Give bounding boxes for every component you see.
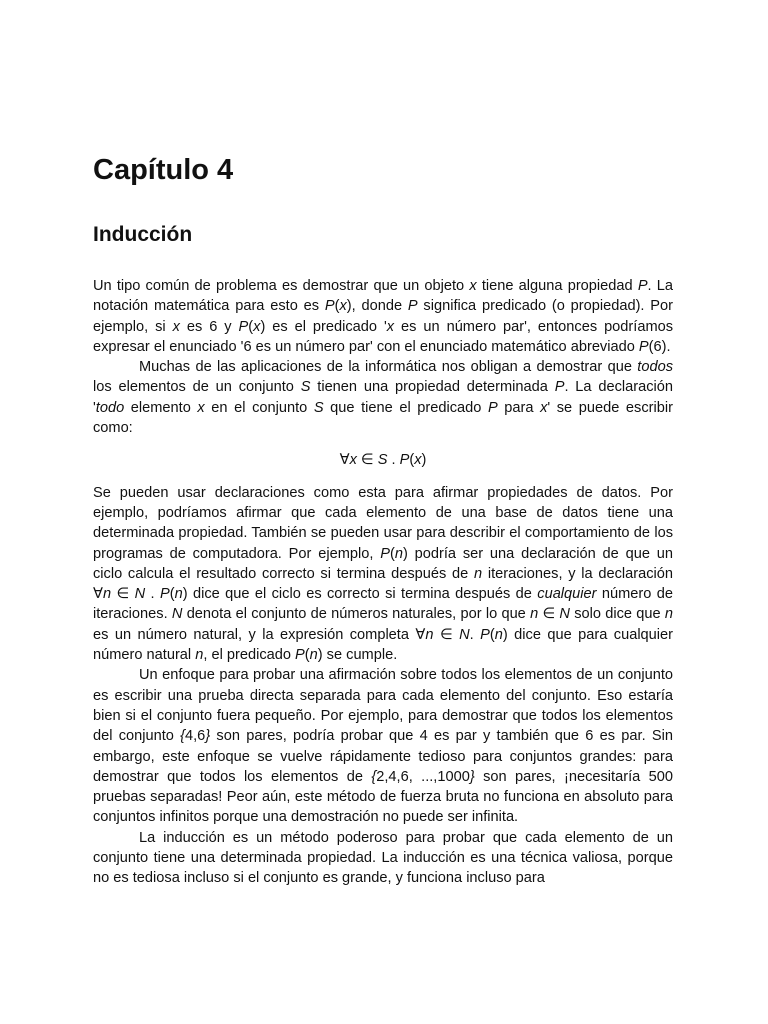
italic-text: {: [180, 728, 186, 745]
text-run: ) es el predicado ': [260, 318, 387, 335]
paragraph: [93, 276, 673, 357]
text-run: significa predicado (o propiedad). Por ejemplo, si: [93, 298, 673, 335]
italic-text: x: [469, 278, 477, 294]
italic-text: x: [197, 399, 205, 416]
italic-text: todo: [95, 399, 125, 416]
italic-text: x: [339, 298, 347, 315]
text-run: .: [469, 626, 481, 643]
text-run: ∈: [433, 626, 460, 643]
italic-text: P: [324, 298, 335, 315]
text-run: elemento: [124, 399, 198, 416]
text-run: , el predicado: [203, 647, 296, 664]
text-run: (: [389, 545, 395, 562]
text-run: Muchas de las aplicaciones de la informática nos obligan a demostrar que: [139, 359, 638, 376]
text-run: (: [409, 452, 415, 469]
section-title: Inducción: [93, 223, 193, 246]
text-run: 2,4,6, ...,1000: [376, 768, 470, 785]
text-run: ) dice que para cualquier número natural: [93, 626, 674, 664]
text-run: ' se puede escribir como:: [93, 399, 673, 437]
text-run: ∈: [111, 586, 135, 603]
text-run: .: [387, 452, 400, 469]
text-run: son pares, podría probar que 4 es par y también que 6 es par. Sin embargo, este enfoque se vuelve rápidamente tedioso para conjuntos grandes: para demostrar que todos los elementos de: [93, 728, 673, 785]
text-run: ∈: [538, 606, 560, 623]
italic-text: P: [487, 399, 498, 416]
text-run: para: [497, 399, 541, 416]
text-run: ) dice que el ciclo es correcto si termina después de: [182, 586, 538, 603]
italic-text: x: [253, 318, 261, 335]
text-run: Un tipo común de problema es demostrar que un objeto: [93, 278, 470, 294]
italic-text: P: [380, 545, 390, 562]
text-run: es un número par', entonces podríamos expresar el enunciado '6 es un número par' con el enunciado matemático abreviado: [93, 318, 674, 355]
italic-text: n: [664, 606, 674, 623]
text-run: (: [334, 298, 340, 315]
text-run: La inducción es un método poderoso para probar que cada elemento de un conjunto tiene una determinada propiedad. La inducción es una técnica valiosa, porque no es tediosa incluso si el conjunto es grande, y funciona incluso para: [93, 829, 673, 887]
text-run: .: [145, 586, 160, 603]
italic-text: n: [474, 565, 483, 582]
paragraph: [93, 483, 673, 666]
text-run: iteraciones, y la declaración ∀: [93, 565, 673, 603]
text-run: . La declaración ': [93, 379, 673, 416]
italic-text: P: [238, 318, 249, 335]
text-run: es 6 y: [179, 318, 239, 335]
text-run: ∀: [339, 452, 350, 469]
text-run: ) podría ser una declaración de que un ciclo calcula el resultado correcto si termina después de: [93, 545, 673, 582]
paragraph: [93, 665, 673, 827]
text-run: ∈: [356, 452, 378, 469]
text-run: en el conjunto: [204, 399, 314, 416]
italic-text: cualquier: [537, 586, 597, 603]
italic-text: x: [540, 399, 548, 416]
text-run: (: [304, 647, 310, 664]
text-run: tienen una propiedad determinada: [310, 379, 555, 396]
italic-text: n: [309, 647, 318, 664]
italic-text: x: [349, 452, 357, 469]
text-run: número de iteraciones.: [93, 586, 674, 623]
italic-text: }: [205, 728, 211, 745]
text-run: Se pueden usar declaraciones como esta para afirmar propiedades de datos. Por ejemplo, podríamos afirmar que cada elemento de una base de datos tiene una determinada propiedad. También se pueden usar para describir el comportamiento de los programas de computadora. Por ejemplo,: [93, 484, 673, 562]
italic-text: n: [195, 647, 204, 664]
italic-text: n: [494, 626, 503, 643]
text-run: solo dice que: [569, 606, 665, 623]
italic-text: S: [313, 399, 324, 416]
italic-text: {: [371, 768, 377, 785]
text-run: son pares, ¡necesitaría 500 pruebas separadas! Peor aún, este método de fuerza bruta no funciona en absoluto para conjuntos infinitos porque una demostración no puede ser infinita.: [93, 768, 673, 826]
italic-text: N: [134, 586, 146, 603]
text-run: ), donde: [346, 298, 408, 315]
text-run: 4,6: [185, 728, 206, 745]
text-run: (: [489, 626, 495, 643]
italic-text: x: [386, 318, 395, 335]
text-run: es un número natural, y la expresión completa ∀: [93, 626, 426, 643]
paragraph: [93, 828, 673, 889]
italic-text: P: [160, 586, 170, 603]
italic-text: P: [295, 647, 305, 664]
italic-text: P: [407, 298, 418, 315]
italic-text: N: [559, 606, 570, 623]
text-run: Un enfoque para probar una afirmación sobre todos los elementos de un conjunto es escribir una prueba directa separada para cada elemento del conjunto. Eso estaría bien si el conjunto fuera pequeño. Por ejemplo, para demostrar que todos los elementos del conjunto: [93, 667, 673, 745]
italic-text: n: [530, 606, 539, 623]
italic-text: }: [469, 768, 475, 785]
italic-text: n: [425, 626, 434, 643]
text-run: (6).: [648, 338, 671, 355]
italic-text: n: [174, 586, 183, 603]
paragraph: [93, 357, 673, 438]
italic-text: N: [171, 606, 183, 623]
document-page: [93, 150, 673, 889]
italic-text: P: [480, 626, 490, 643]
text-run: . La notación matemática para esto es: [93, 278, 674, 315]
body-text: [93, 276, 673, 889]
text-run: los elementos de un conjunto: [93, 379, 301, 396]
italic-text: n: [394, 545, 403, 562]
text-run: (: [169, 586, 175, 603]
italic-text: S: [377, 452, 388, 469]
italic-text: N: [459, 626, 470, 643]
italic-text: P: [399, 452, 410, 469]
italic-text: P: [638, 338, 649, 355]
italic-text: x: [414, 452, 422, 469]
italic-text: n: [102, 586, 112, 603]
text-run: (: [248, 318, 254, 335]
text-run: ): [421, 452, 427, 469]
text-run: tiene alguna propiedad: [476, 278, 638, 294]
italic-text: todos: [637, 359, 673, 376]
italic-text: x: [172, 318, 180, 335]
italic-text: P: [554, 379, 565, 396]
text-run: que tiene el predicado: [323, 399, 488, 416]
text-run: denota el conjunto de números naturales, por lo que: [182, 606, 531, 623]
chapter-title: Capítulo 4: [93, 154, 234, 186]
text-run: ) se cumple.: [317, 647, 398, 664]
formula: [93, 450, 673, 470]
italic-text: S: [300, 379, 311, 396]
italic-text: P: [637, 278, 648, 294]
